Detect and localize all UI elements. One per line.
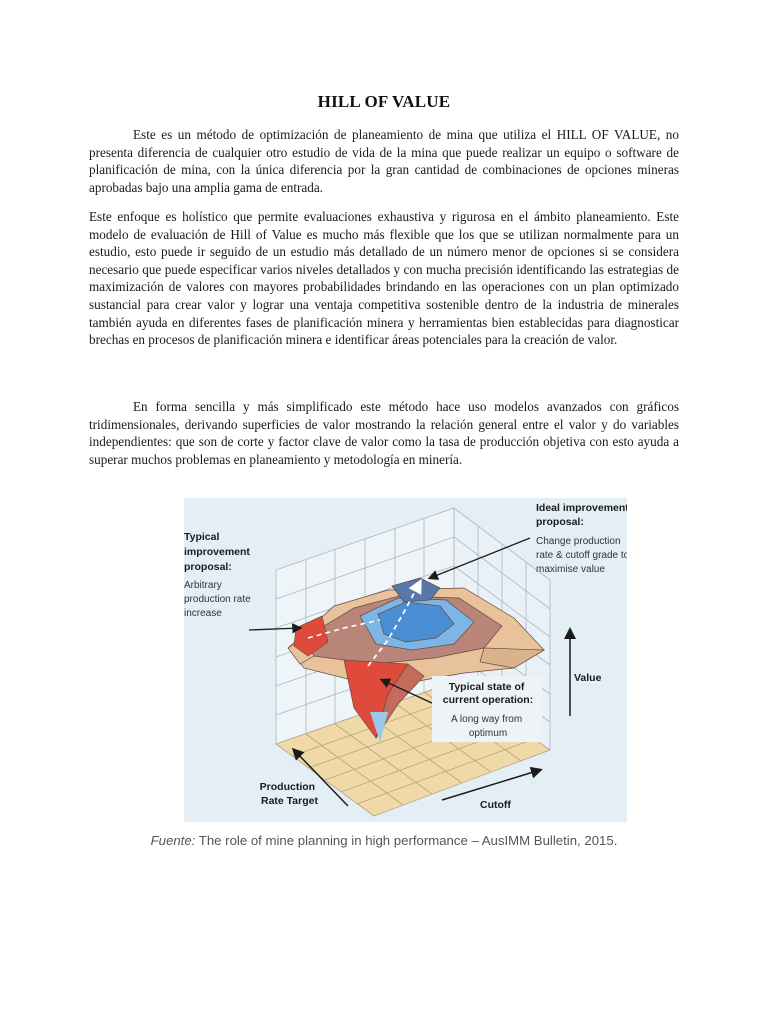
typical-body: Arbitrary production rate increase xyxy=(184,580,251,619)
hill-of-value-diagram xyxy=(184,498,627,822)
production-axis-label: Production Rate Target xyxy=(259,781,318,807)
caption-text: The role of mine planning in high performance – AusIMM Bulletin, 2015. xyxy=(195,833,618,848)
current-heading: Typical state of current operation: xyxy=(442,681,534,706)
ideal-body: Change production rate & cutoff grade to maximise value xyxy=(536,536,627,575)
figure-caption xyxy=(0,833,768,848)
current-body: A long way from optimum xyxy=(451,714,523,739)
typical-heading: Typical improvement proposal: xyxy=(184,531,250,573)
cutoff-axis-label: Cutoff xyxy=(480,799,511,811)
caption-lead: Fuente: xyxy=(150,833,196,848)
paragraph-2: Este enfoque es holístico que permite evaluaciones exhaustiva y rigurosa en el ámbito planeamiento. Este modelo de evaluación de Hill of Value es mucho más flexible que los que se utilizan normalmente para un estudio, esto puede ir seguido de un estudio más detallado de un número menor de opciones si se considera necesario que puede especificar varios niveles detallados y con mucha precisión identificando las estrategias de maximización de valores con mayores probabilidades brindando en las operaciones con un plan optimizado sustancial para crear valor y lograr una ventaja competitiva sostenible dentro de la industria de minerales también ayuda en diferentes fases de planificación minera y herramientas bien establecidas para diagnosticar brechas en procesos de planificación minera e identificar áreas potenciales para la creación de valor. xyxy=(89,209,679,348)
page-title: HILL OF VALUE xyxy=(317,92,451,111)
paragraph-1: Este es un método de optimización de planeamiento de mina que utiliza el HILL OF VALUE, no presenta diferencia de cualquier otro estudio de vida de la mina que puede realizar un equipo o software de planificación de mina, con la única diferencia por la gran cantidad de combinaciones de opciones mineras aprobadas bajo una amplia gama de entrada. xyxy=(89,127,679,195)
paragraph-3: En forma sencilla y más simplificado este método hace uso modelos avanzados con gráficos tridimensionales, derivando superficies de valor mostrando la relación general entre el valor y do variables independientes: que son de corte y factor clave de valor como la tasa de producción objetiva con esto ayuda a superar muchos problemas en planeamiento y metodología en minería. xyxy=(89,399,679,467)
value-axis-label: Value xyxy=(574,672,602,684)
hill-of-value-figure xyxy=(184,498,627,822)
ideal-heading: Ideal improvement proposal: xyxy=(536,502,627,528)
